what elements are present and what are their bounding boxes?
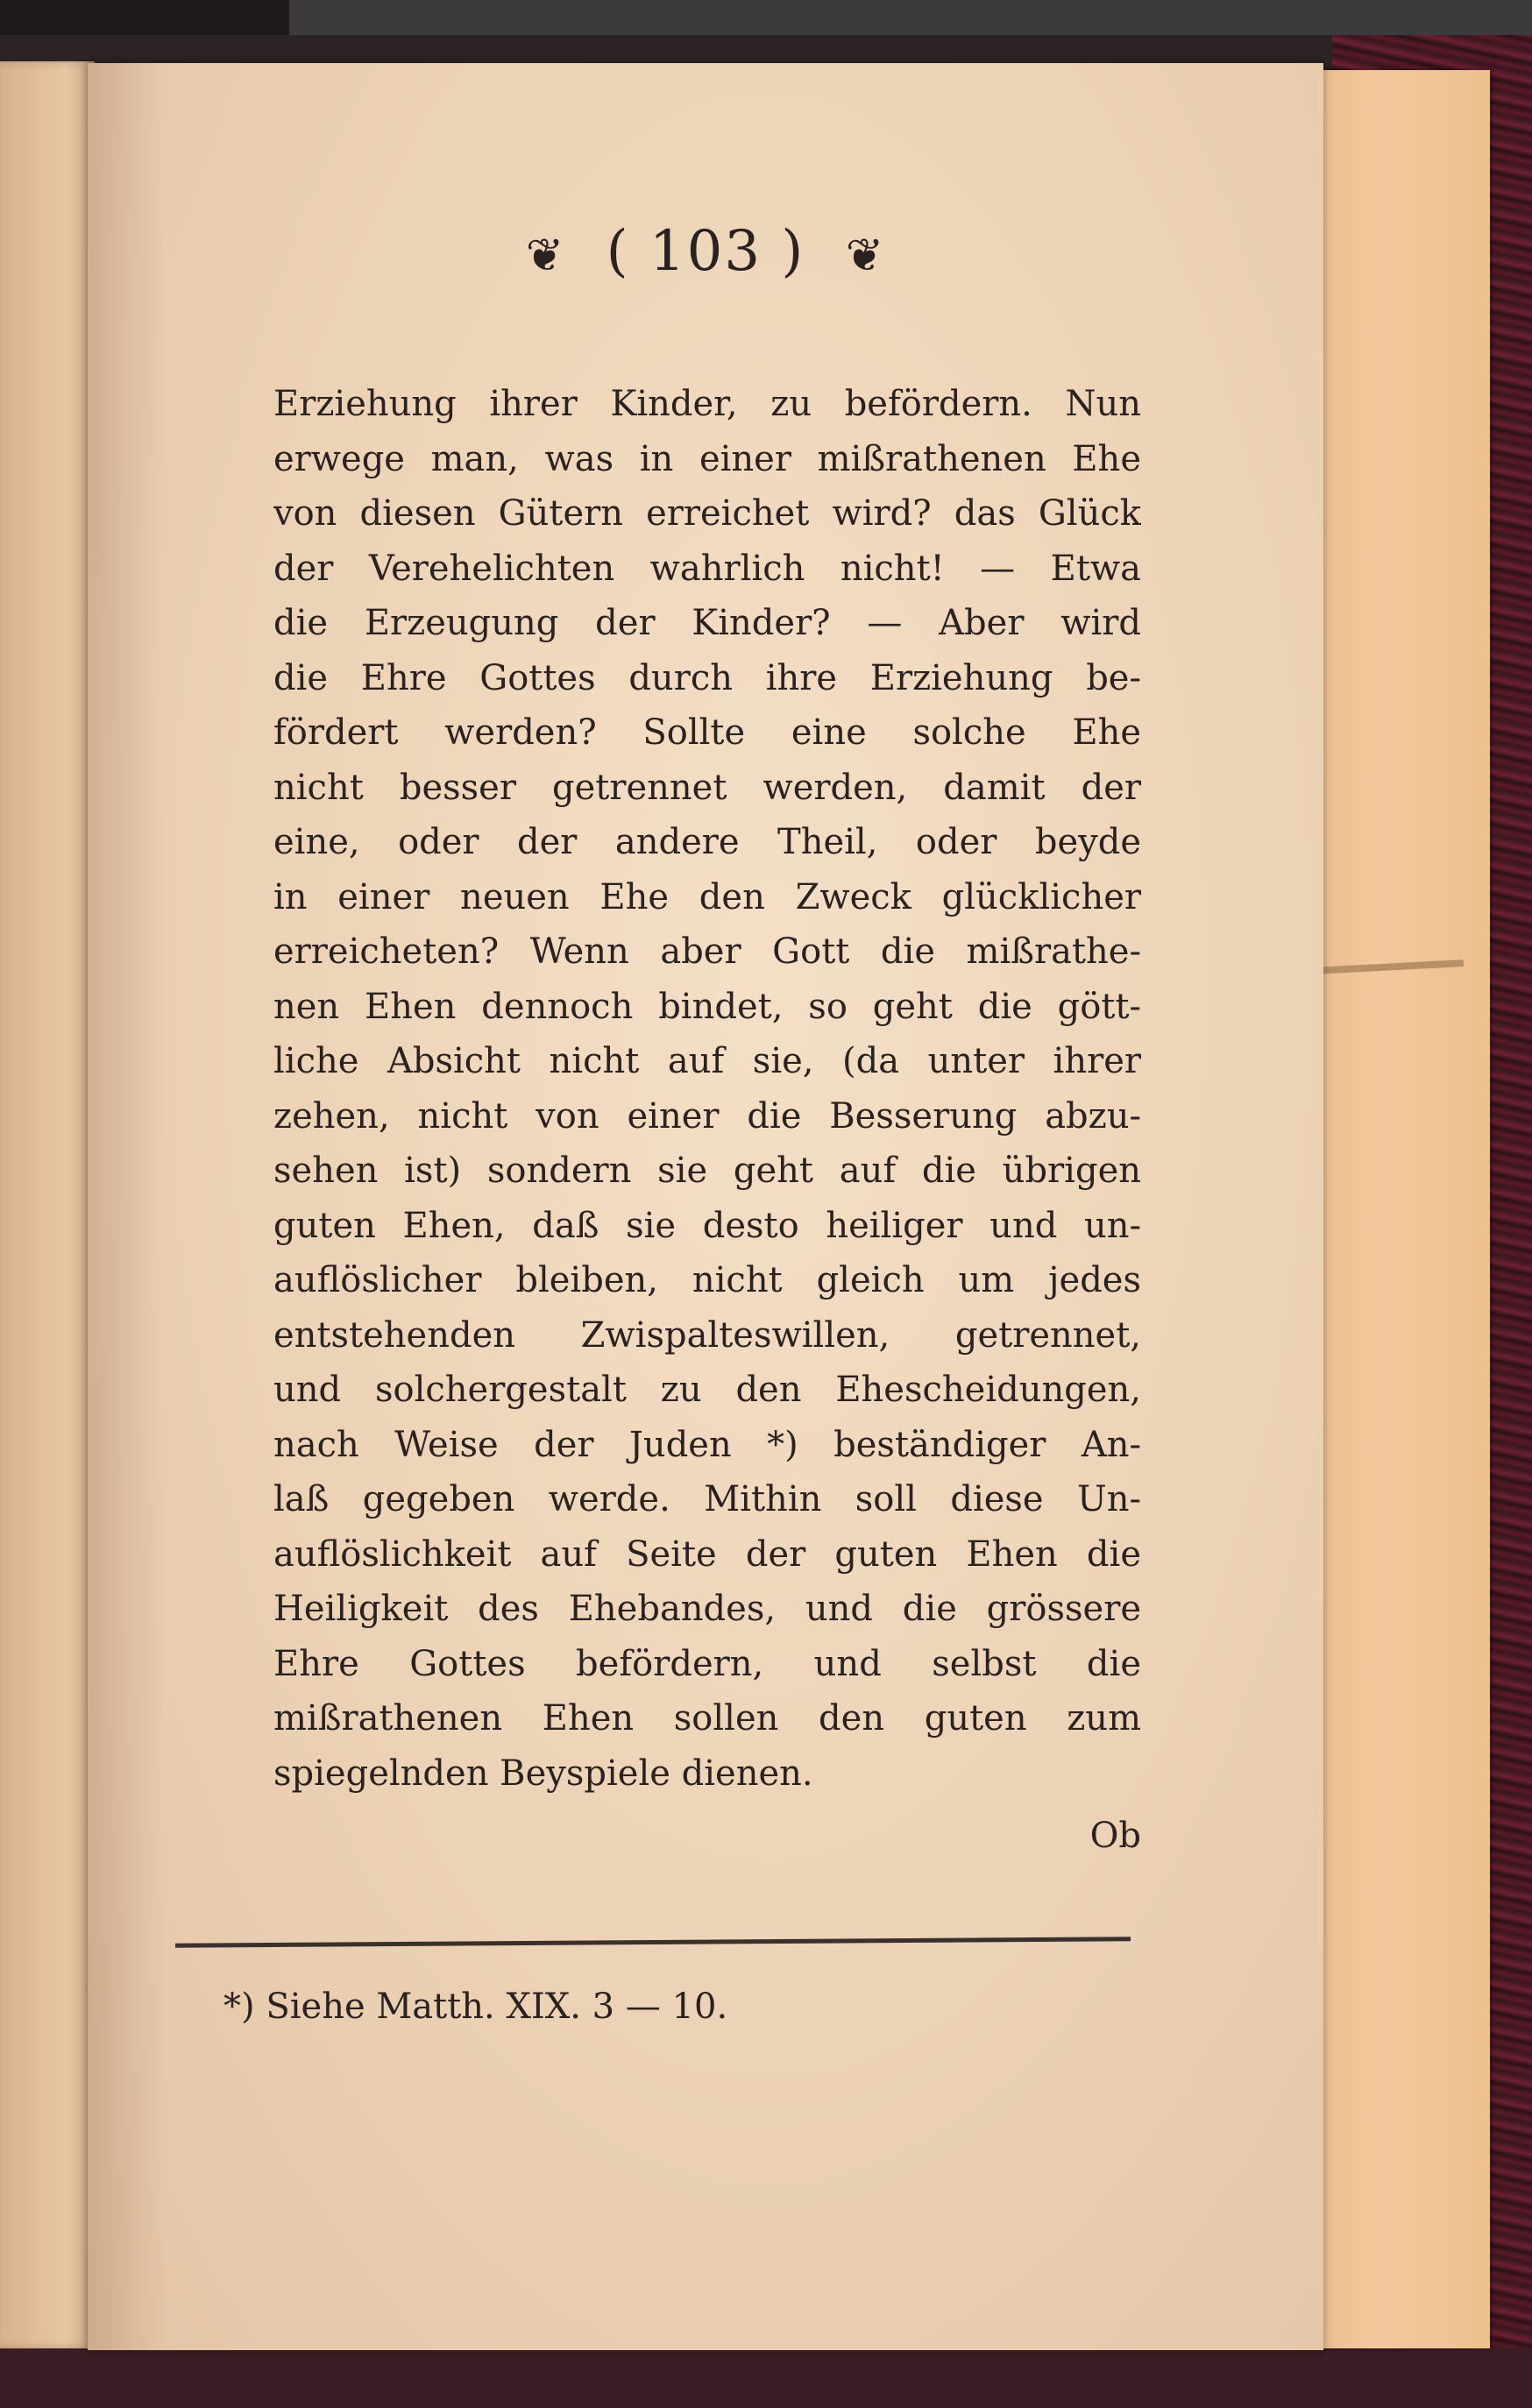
text-line: der Verehelichten wahrlich nicht! — Etwa [273, 548, 1141, 589]
flyleaf-edge [1297, 70, 1490, 2348]
ornament-right-icon: ❦ [845, 229, 886, 282]
text-line: guten Ehen, daß sie desto heiliger und un- [273, 1205, 1141, 1246]
text-line: entstehenden Zwispalteswillen, getrennet, [273, 1314, 1141, 1356]
text-line: liche Absicht nicht auf sie, (da unter ihrer [273, 1041, 1141, 1081]
text-line: und solchergestalt zu den Ehescheidungen, [273, 1370, 1141, 1410]
text-line: Heiligkeit des Ehebandes, und die grössere [273, 1589, 1141, 1629]
text-line: in einer neuen Ehe den Zweck glücklicher [273, 876, 1141, 917]
text-line: Erziehung ihrer Kinder, zu befördern. Nun [273, 384, 1141, 424]
page-header [88, 219, 1323, 284]
body-text [273, 377, 1141, 1801]
text-line: auflöslicher bleiben, nicht gleich um jedes [273, 1260, 1141, 1300]
text-line: von diesen Gütern erreichet wird? das Glück [273, 493, 1141, 534]
text-line: sehen ist) sondern sie geht auf die übrigen [273, 1151, 1141, 1191]
text-line: laß gegeben werde. Mithin soll diese Un- [273, 1479, 1141, 1519]
text-line: spiegelnden Beyspiele dienen. [273, 1753, 813, 1794]
text-line: erreicheten? Wenn aber Gott die mißrathe- [273, 931, 1141, 972]
gutter-shadow [88, 63, 167, 2350]
text-line: nach Weise der Juden *) beständiger An- [273, 1424, 1141, 1465]
text-line: fördert werden? Sollte eine solche Ehe [273, 712, 1141, 753]
text-line: die Erzeugung der Kinder? — Aber wird [273, 603, 1141, 643]
scan-background-top [289, 0, 1532, 35]
text-line: nen Ehen dennoch bindet, so geht die gött- [273, 986, 1141, 1027]
text-line: zehen, nicht von einer die Besserung abzu- [273, 1095, 1141, 1137]
catchword: Ob [1089, 1816, 1141, 1856]
text-line: Ehre Gottes befördern, und selbst die [273, 1643, 1141, 1684]
text-line: eine, oder der andere Theil, oder beyde [273, 822, 1141, 862]
ornament-left-icon: ❦ [525, 229, 566, 282]
text-line: erwege man, was in einer mißrathenen Ehe [273, 438, 1141, 479]
page-number: ( 103 ) [606, 219, 805, 284]
scan-background-dark [0, 0, 289, 35]
text-line: nicht besser getrennet werden, damit der [273, 767, 1141, 808]
book-page [88, 63, 1323, 2350]
text-line: auflöslichkeit auf Seite der guten Ehen die [273, 1533, 1141, 1575]
footnote: *) Siehe Matth. XIX. 3 — 10. [223, 1987, 728, 2027]
book-cover-bottom [0, 2348, 1532, 2408]
facing-page-edge [0, 61, 95, 2348]
text-line: die Ehre Gottes durch ihre Erziehung be- [273, 657, 1141, 698]
footnote-rule [175, 1937, 1131, 1948]
text-line: mißrathenen Ehen sollen den guten zum [273, 1698, 1141, 1739]
